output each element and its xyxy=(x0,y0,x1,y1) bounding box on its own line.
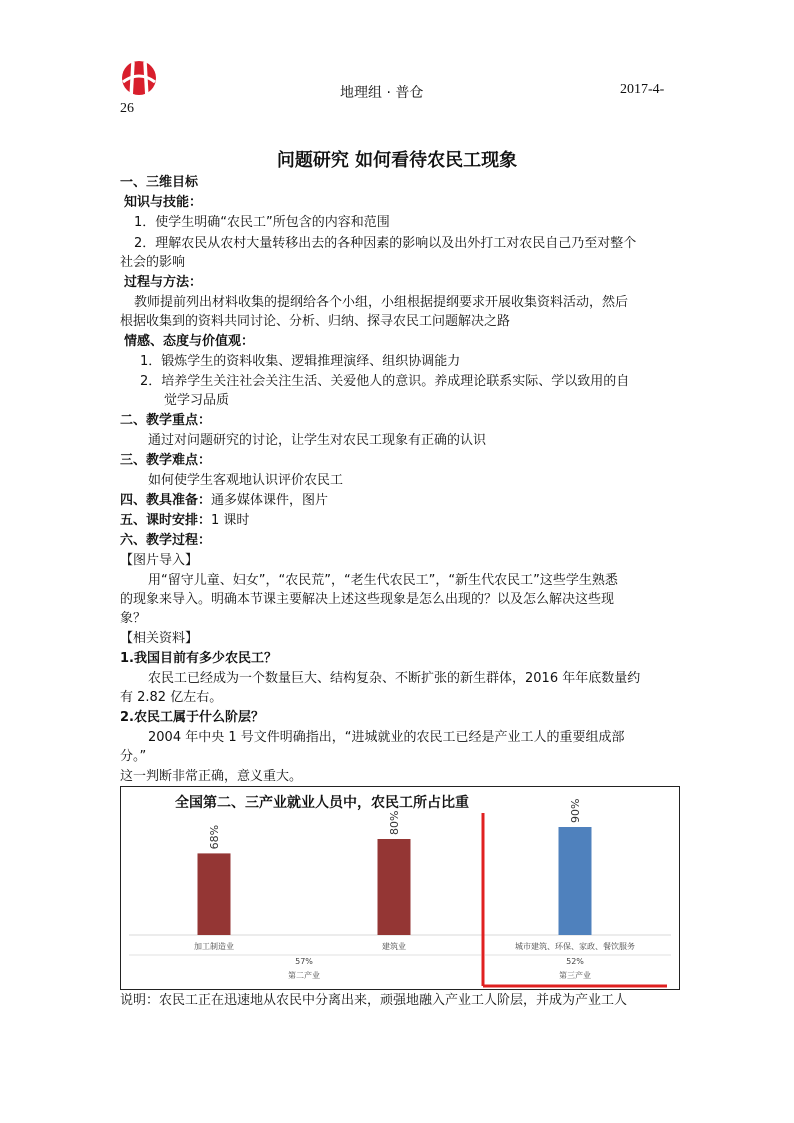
schedule-line xyxy=(120,511,249,531)
process-text: 教师提前列出材料收集的提纲给各个小组，小组根据提纲要求开展收集资料活动，然后 xyxy=(134,295,629,310)
header-date: 2017-4- xyxy=(620,82,665,97)
intro-text-cont: 的现象来导入。明确本节课主要解决上述这些现象是怎么出现的？以及怎么解决这些现 xyxy=(120,592,615,607)
group-share-tertiary: 52% xyxy=(566,957,584,966)
chart-caption: 说明：农民工正在迅速地从农民中分离出来，顽强地融入产业工人阶层，并成为产业工人 xyxy=(120,993,628,1008)
chart-title: 全国第二、三产业就业人员中，农民工所占比重 xyxy=(175,795,469,811)
value-item-1: 1．锻炼学生的资料收集、逻辑推理演绎、组织协调能力 xyxy=(140,354,461,369)
goal-item-1: 1．使学生明确“农民工”所包含的内容和范围 xyxy=(134,215,390,230)
section-heading-schedule: 五、课时安排： xyxy=(120,513,212,528)
page-title: 问题研究 如何看待农民工现象 xyxy=(276,150,518,171)
process-text-cont: 根据收集到的资料共同讨论、分析、归纳、探寻农民工问题解决之路 xyxy=(120,314,511,329)
intro-text-end: 象？ xyxy=(120,611,147,626)
section-heading-key: 二、教学重点： xyxy=(120,413,212,428)
bar-3 xyxy=(559,827,592,935)
tools-text: 通多媒体课件，图片 xyxy=(211,493,329,508)
category-label-3: 城市建筑、环保、家政、餐饮服务 xyxy=(515,942,635,951)
section-heading-tools: 四、教具准备： xyxy=(120,493,212,508)
value-item-2-cont: 觉学习品质 xyxy=(164,393,230,408)
value-item-2: 2．培养学生关注社会关注生活、关爱他人的意识。养成理论联系实际、学以致用的自 xyxy=(140,374,630,389)
intro-tag: 【图片导入】 xyxy=(120,553,199,568)
question-1: 1.我国目前有多少农民工？ xyxy=(120,651,277,666)
school-logo xyxy=(120,58,158,102)
bar-value-label-2: 80% xyxy=(388,810,401,835)
answer-2: 2004 年中央 1 号文件明确指出，“进城就业的农民工已经是产业工人的重要组成部 xyxy=(148,730,625,745)
migrant-worker-share-chart xyxy=(121,787,679,989)
schedule-text: 1 课时 xyxy=(211,513,250,528)
tools-line xyxy=(120,491,328,511)
goal-item-2-cont: 社会的影响 xyxy=(120,255,186,270)
resources-tag: 【相关资料】 xyxy=(120,631,199,646)
bar-value-label-1: 68% xyxy=(208,824,221,850)
answer-1: 农民工已经成为一个数量巨大、结构复杂、不断扩张的新生群体，2016 年年底数量约 xyxy=(148,671,641,686)
answer-1-cont: 有 2.82 亿左右。 xyxy=(120,690,223,705)
key-point-text: 通过对问题研究的讨论，让学生对农民工现象有正确的认识 xyxy=(148,433,487,448)
subheading-values: 情感、态度与价值观： xyxy=(124,334,255,349)
bar-2 xyxy=(378,839,411,935)
group-name-tertiary: 第三产业 xyxy=(559,971,591,980)
group-share-secondary: 57% xyxy=(295,957,313,966)
category-label-2: 建筑业 xyxy=(382,942,406,951)
difficulty-text: 如何使学生客观地认识评价农民工 xyxy=(148,473,344,488)
header-group: 地理组 · 普仓 xyxy=(340,85,424,101)
bar-value-label-3: 90% xyxy=(569,798,582,823)
answer-2-cont: 分。” xyxy=(120,749,147,764)
intro-text: 用“留守儿童、妇女”，“农民荒”，“老生代农民工”，“新生代农民工”这些学生熟悉 xyxy=(148,573,618,588)
subheading-knowledge: 知识与技能： xyxy=(124,195,203,210)
goal-item-2: 2．理解农民从农村大量转移出去的各种因素的影响以及出外打工对农民自己乃至对整个 xyxy=(134,236,637,251)
chart-container xyxy=(120,786,680,990)
subheading-process: 过程与方法： xyxy=(124,275,203,290)
bar-1 xyxy=(198,853,231,935)
category-label-1: 加工制造业 xyxy=(194,942,234,951)
group-name-secondary: 第二产业 xyxy=(288,971,320,980)
question-2: 2.农民工属于什么阶层？ xyxy=(120,710,264,725)
section-heading-difficulty: 三、教学难点： xyxy=(120,453,212,468)
header-date-cont: 26 xyxy=(120,101,134,116)
section-heading-goals: 一、三维目标 xyxy=(120,175,199,190)
section-heading-process: 六、教学过程： xyxy=(120,533,212,548)
answer-2-end: 这一判断非常正确，意义重大。 xyxy=(120,769,303,784)
